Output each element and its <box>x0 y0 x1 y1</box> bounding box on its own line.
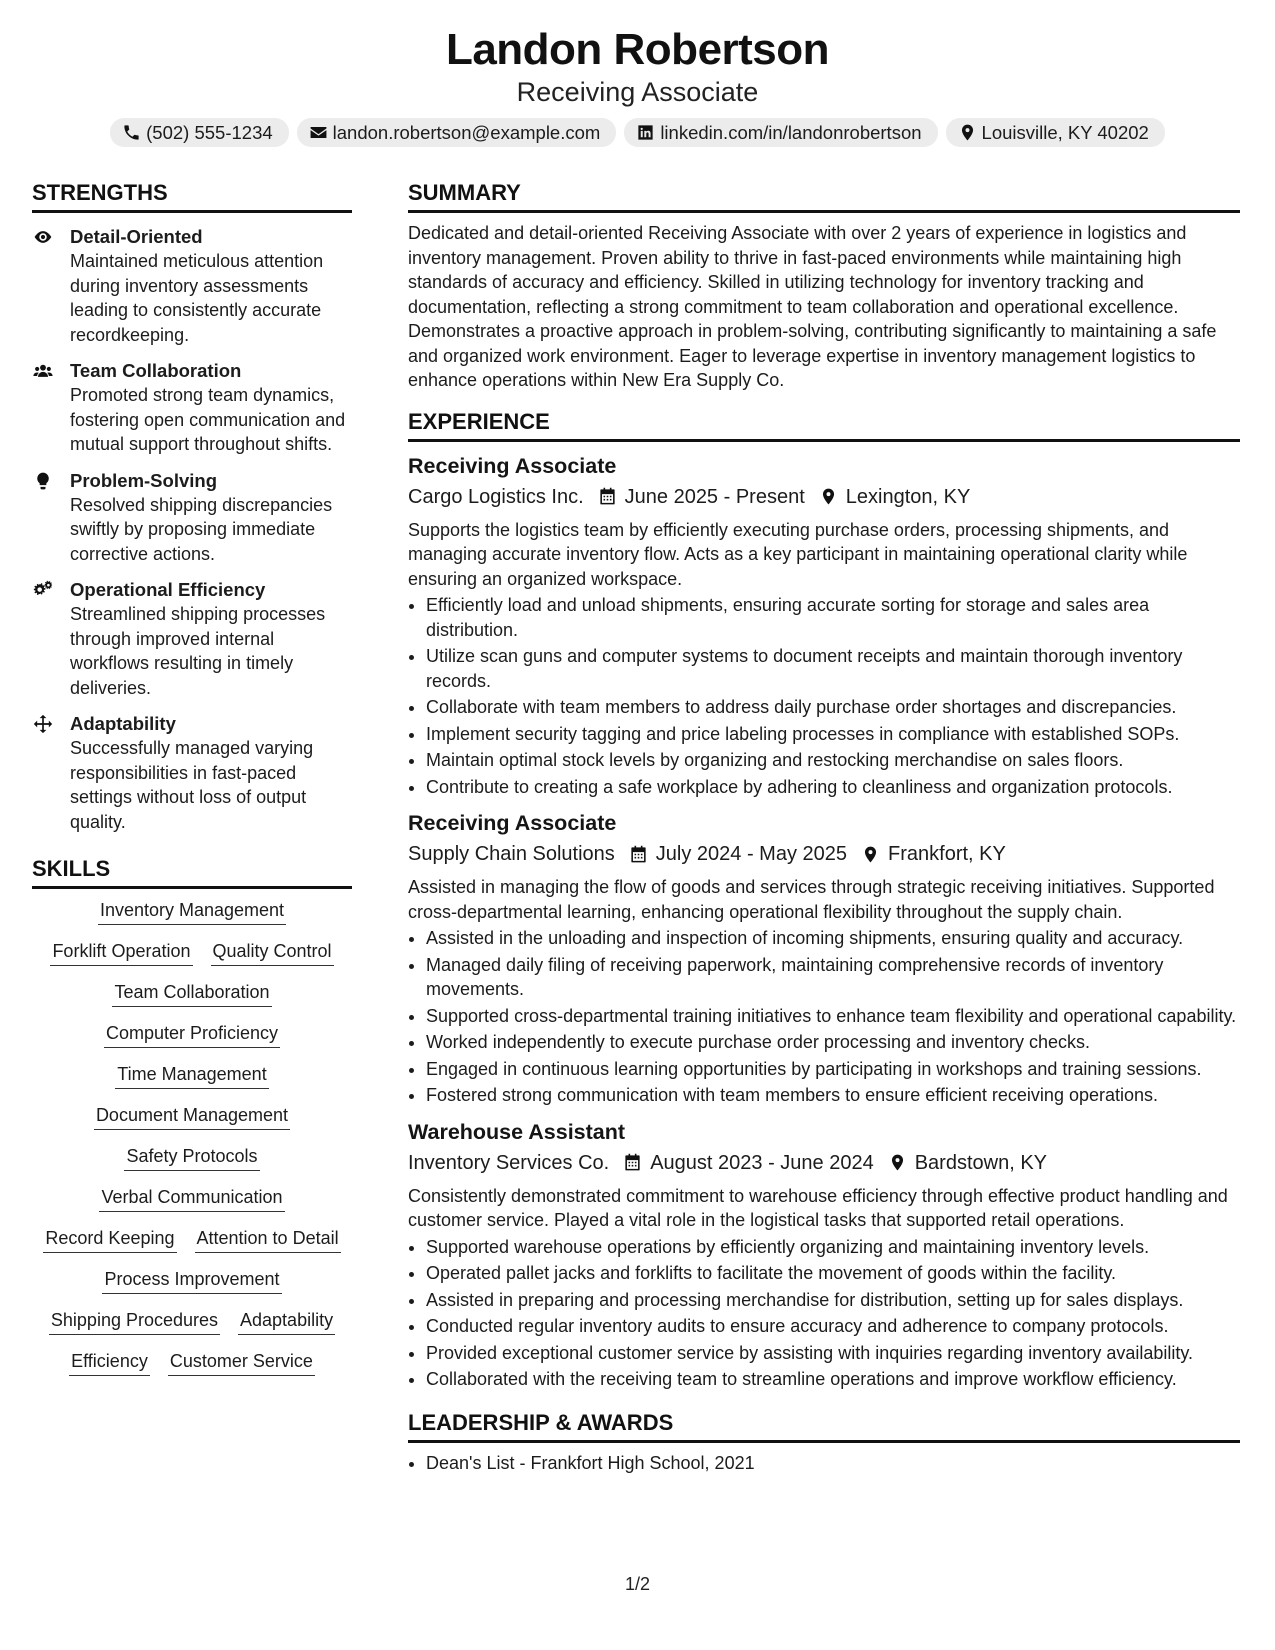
job-bullet: • Managed daily filing of receiving paperwork, maintaining comprehensive records of inventory movements. <box>426 953 1240 1002</box>
job-bullet: • Engaged in continuous learning opportunities by participating in workshops and training sessions. <box>426 1057 1240 1082</box>
job-meta <box>408 839 1240 869</box>
job-bullet: • Assisted in the unloading and inspection of incoming shipments, ensuring quality and accuracy. <box>426 926 1240 951</box>
skill-tag: Adaptability <box>238 1309 335 1335</box>
job-bullet: • Fostered strong communication with team members to ensure efficient receiving operations. <box>426 1083 1240 1108</box>
job-bullet: • Worked independently to execute purchase order processing and inventory checks. <box>426 1030 1240 1055</box>
skill-tag: Attention to Detail <box>195 1227 341 1253</box>
skills-list <box>32 899 352 1376</box>
job-dates: July 2024 - May 2025 <box>655 843 848 865</box>
skills-row <box>32 899 352 925</box>
job-location: Lexington, KY <box>845 485 971 508</box>
leadership-heading: LEADERSHIP & AWARDS <box>408 1408 1240 1443</box>
job-bullets <box>408 1235 1240 1392</box>
candidate-name: Landon Robertson <box>445 25 830 74</box>
job-company: Inventory Services Co. <box>408 1151 610 1174</box>
skill-tag: Safety Protocols <box>124 1145 259 1171</box>
job-title: Receiving Associate <box>408 453 617 478</box>
skills-row <box>32 1309 352 1335</box>
skill-tag: Forklift Operation <box>50 940 192 966</box>
leadership-list <box>408 1451 1240 1476</box>
skill-tag: Computer Proficiency <box>104 1022 280 1048</box>
strength-item <box>32 225 352 347</box>
contact-location <box>946 118 1165 147</box>
experience-list <box>408 452 1240 1392</box>
job-entry <box>408 809 1240 1108</box>
page-number: 1/2 <box>624 1574 651 1594</box>
skill-tag: Verbal Communication <box>99 1186 284 1212</box>
skill-tag: Shipping Procedures <box>49 1309 220 1335</box>
contact-email-text: landon.robertson@example.com <box>332 121 601 143</box>
job-summary: Consistently demonstrated commitment to warehouse efficiency through effective product handling and customer service. Played a vital role in the logistical tasks that supported retail operations. <box>408 1185 1228 1230</box>
strength-desc: Resolved shipping discrepancies swiftly by proposing immediate corrective actions. <box>70 494 333 564</box>
summary-text: Dedicated and detail-oriented Receiving Associate with over 2 years of experience in logistics and inventory management. Proven ability to thrive in fast-paced environments while maintaining high standards of accuracy and efficiency. Skilled in utilizing technology for inventory tracking and documentation, reflecting a strong commitment to team collaboration and operational excellence. Demonstrates a proactive approach in problem-solving, contributing significantly to maintaining a safe and organized work environment. Eager to leverage expertise in inventory management logistics to enhance operations within New Era Supply Co. <box>408 223 1217 390</box>
job-bullet: • Supported cross-departmental training initiatives to enhance team flexibility and operational capability. <box>426 1004 1240 1029</box>
job-title: Warehouse Assistant <box>408 1119 626 1144</box>
job-bullet: • Utilize scan guns and computer systems to document receipts and maintain thorough inventory records. <box>426 644 1240 693</box>
strength-desc: Streamlined shipping processes through improved internal workflows resulting in timely deliveries. <box>70 604 326 698</box>
skill-tag: Team Collaboration <box>112 981 271 1007</box>
skill-tag: Process Improvement <box>102 1268 281 1294</box>
experience-heading: EXPERIENCE <box>408 407 1240 442</box>
strength-title: Problem-Solving <box>70 469 217 491</box>
skill-tag: Efficiency <box>69 1350 150 1376</box>
job-bullets <box>408 593 1240 799</box>
job-bullet: • Implement security tagging and price labeling processes in compliance with established SOPs. <box>426 722 1240 747</box>
skill-tag: Customer Service <box>168 1350 315 1376</box>
map-pin-icon <box>888 1153 907 1172</box>
skills-row <box>32 1350 352 1376</box>
job-bullet: • Collaborate with team members to address daily purchase order shortages and discrepancies. <box>426 695 1240 720</box>
strength-item <box>32 359 352 457</box>
right-column <box>408 178 1240 1477</box>
job-dates: June 2025 - Present <box>624 485 805 508</box>
job-bullet: • Operated pallet jacks and forklifts to facilitate the movement of goods within the facility. <box>426 1261 1240 1286</box>
strength-item <box>32 578 352 700</box>
skills-row <box>32 981 352 1007</box>
contact-phone-text: (502) 555-1234 <box>146 121 273 143</box>
skills-row <box>32 1227 352 1253</box>
linkedin-icon <box>636 123 655 142</box>
job-summary: Assisted in managing the flow of goods and services through strategic receiving initiatives. Supported cross-departmental learning, enhancing operational flexibility throughout the supply chain. <box>408 877 1215 922</box>
job-entry <box>408 1118 1240 1392</box>
job-meta <box>408 1148 1240 1178</box>
gears-icon <box>32 580 54 600</box>
resume-header <box>0 24 1275 147</box>
strength-title: Operational Efficiency <box>70 579 266 600</box>
job-bullet: • Contribute to creating a safe workplace by adhering to cleanliness and organization protocols. <box>426 775 1240 800</box>
job-company: Supply Chain Solutions <box>408 843 615 865</box>
contact-linkedin-text: linkedin.com/in/landonrobertson <box>660 121 922 143</box>
job-bullets <box>408 926 1240 1108</box>
job-bullet: • Conducted regular inventory audits to ensure accuracy and adherence to company protocols. <box>426 1314 1240 1339</box>
job-bullet: • Efficiently load and unload shipments, ensuring accurate sorting for storage and sales area distribution. <box>426 593 1240 642</box>
contact-bar <box>0 118 1275 147</box>
skill-tag: Record Keeping <box>43 1227 176 1253</box>
phone-icon <box>122 123 141 142</box>
left-column <box>32 178 352 1391</box>
job-summary: Supports the logistics team by efficiently executing purchase orders, processing shipments, and managing accurate inventory flow. Acts as a key participant in maintaining operational clarity while ensuring an organized workspace. <box>408 519 1188 589</box>
eye-icon <box>32 227 54 247</box>
job-company: Cargo Logistics Inc. <box>408 485 584 508</box>
skill-tag: Time Management <box>115 1063 268 1089</box>
calendar-icon <box>629 845 648 864</box>
strength-item <box>32 469 352 567</box>
job-bullet: • Assisted in preparing and processing merchandise for distribution, setting up for sales displays. <box>426 1288 1240 1313</box>
skills-row <box>32 1063 352 1089</box>
contact-email[interactable] <box>297 118 617 147</box>
strength-desc: Successfully managed varying responsibilities in fast-paced settings without loss of output quality. <box>70 738 314 832</box>
contact-phone[interactable] <box>110 118 289 147</box>
summary-heading: SUMMARY <box>408 178 1240 213</box>
envelope-icon <box>309 123 328 142</box>
job-location: Bardstown, KY <box>914 1151 1048 1174</box>
job-bullet: • Supported warehouse operations by efficiently organizing and maintaining inventory levels. <box>426 1235 1240 1260</box>
skill-tag: Inventory Management <box>98 899 286 925</box>
skills-row <box>32 1022 352 1048</box>
strength-desc: Maintained meticulous attention during inventory assessments leading to consistently accurate recordkeeping. <box>70 251 324 345</box>
skill-tag: Document Management <box>94 1104 290 1130</box>
strengths-heading: STRENGTHS <box>32 178 352 213</box>
strength-title: Adaptability <box>70 713 176 734</box>
strength-title: Detail-Oriented <box>70 226 203 247</box>
skill-tag: Quality Control <box>211 940 334 966</box>
map-pin-icon <box>958 123 977 142</box>
skills-row <box>32 1186 352 1212</box>
calendar-icon <box>623 1153 642 1172</box>
skills-heading: SKILLS <box>32 854 352 889</box>
arrows-move-icon <box>32 714 54 734</box>
map-pin-icon <box>819 487 838 506</box>
skills-row <box>32 1145 352 1171</box>
leadership-item: • Dean's List - Frankfort High School, 2021 <box>426 1451 1240 1476</box>
contact-location-text: Louisville, KY 40202 <box>981 121 1149 143</box>
candidate-title: Receiving Associate <box>516 77 759 107</box>
job-bullet: • Collaborated with the receiving team to streamline operations and improve workflow efficiency. <box>426 1367 1240 1392</box>
lightbulb-icon <box>32 471 54 491</box>
job-bullet: • Provided exceptional customer service by assisting with inquiries regarding inventory availability. <box>426 1341 1240 1366</box>
job-location: Frankfort, KY <box>888 843 1006 865</box>
job-meta <box>408 482 1240 512</box>
contact-linkedin[interactable] <box>624 118 937 147</box>
users-icon <box>32 361 54 381</box>
job-bullet: • Maintain optimal stock levels by organizing and restocking merchandise on sales floors. <box>426 748 1240 773</box>
job-dates: August 2023 - June 2024 <box>650 1151 874 1174</box>
skills-row <box>32 1268 352 1294</box>
skills-row <box>32 1104 352 1130</box>
strength-title: Team Collaboration <box>70 360 242 381</box>
strength-item <box>32 712 352 834</box>
calendar-icon <box>598 487 617 506</box>
skills-row <box>32 940 352 966</box>
job-title: Receiving Associate <box>408 811 617 835</box>
job-entry <box>408 452 1240 800</box>
map-pin-icon <box>861 845 880 864</box>
strength-desc: Promoted strong team dynamics, fostering open communication and mutual support throughout shifts. <box>70 385 346 454</box>
